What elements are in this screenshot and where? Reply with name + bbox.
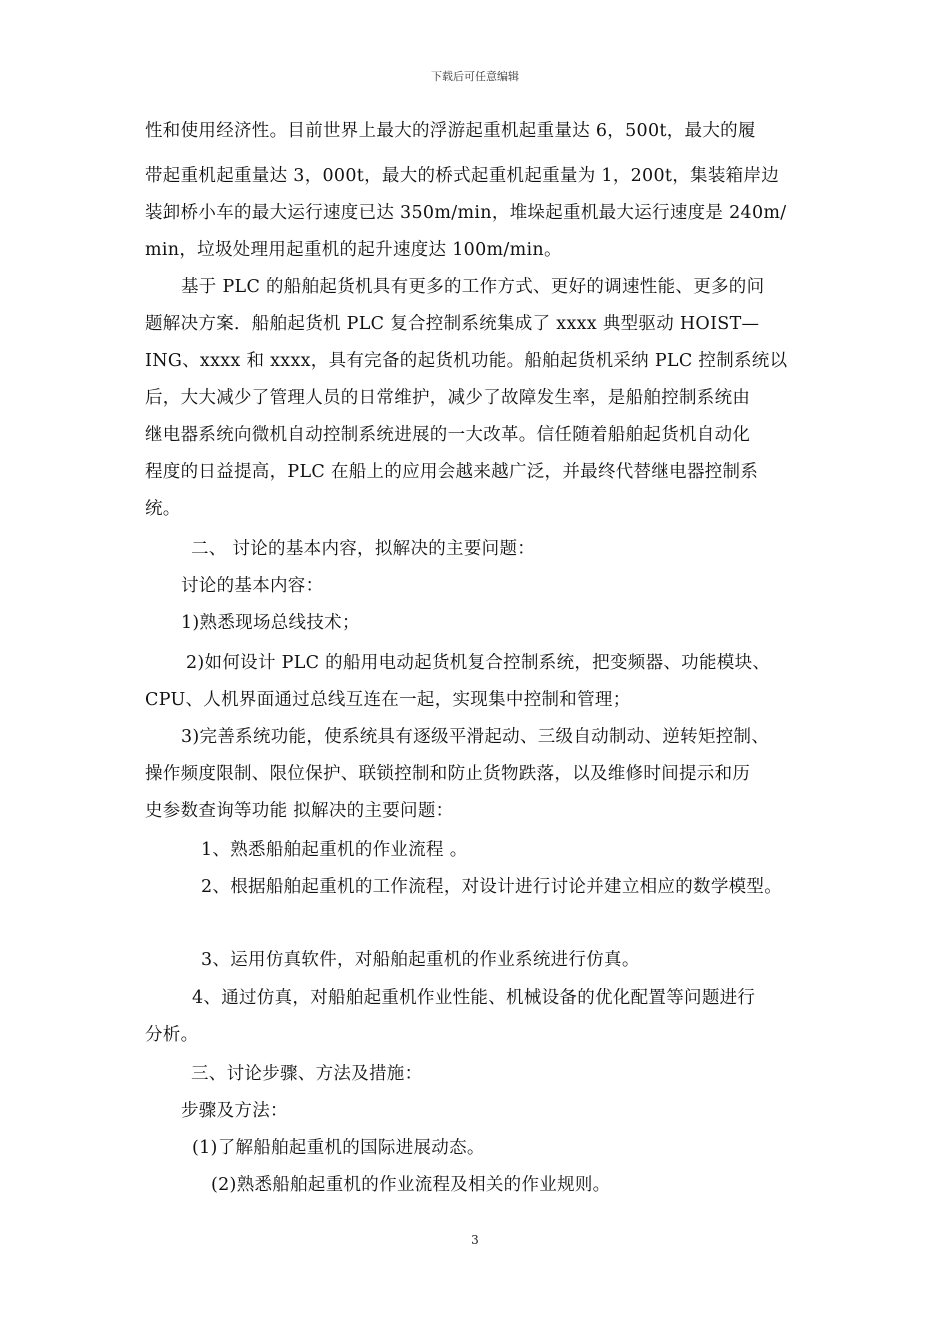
problem-item-1: 1、熟悉船舶起重机的作业流程 。 — [201, 840, 468, 860]
list-item-1: 1)熟悉现场总线技术； — [181, 613, 360, 633]
paragraph-2-line-4: 后，大大减少了管理人员的日常维护，减少了故障发生率，是船舶控制系统由 — [145, 388, 751, 408]
paragraph-2-line-1: 基于 PLC 的船舶起货机具有更多的工作方式、更好的调速性能、更多的问 — [181, 277, 765, 297]
list-item-2-line-1: 2)如何设计 PLC 的船用电动起货机复合控制系统，把变频器、功能模块、 — [186, 653, 771, 673]
step-item-1: (1)了解船舶起重机的国际进展动态。 — [192, 1138, 485, 1158]
subheading-basic-content: 讨论的基本内容： — [181, 576, 324, 596]
paragraph-2-line-7: 统。 — [145, 499, 181, 519]
paragraph-2-line-2: 题解决方案．船舶起货机 PLC 复合控制系统集成了 xxxx 典型驱动 HOIST— — [145, 314, 760, 334]
page-header-note: 下载后可任意编辑 — [431, 70, 519, 83]
section-heading-2: 二、 讨论的基本内容，拟解决的主要问题： — [191, 539, 536, 559]
paragraph-2-line-3: ING、xxxx 和 xxxx，具有完备的起货机功能。船舶起货机采纳 PLC 控制系统以 — [145, 351, 788, 371]
subheading-steps-methods: 步骤及方法： — [181, 1101, 288, 1121]
problem-item-4-line-2: 分析。 — [145, 1025, 199, 1045]
list-item-3-line-2: 操作频度限制、限位保护、联锁控制和防止货物跌落，以及维修时间提示和历 — [145, 764, 751, 784]
body-line-2: 带起重机起重量达 3，000t，最大的桥式起重机起重量为 1，200t，集装箱岸边 — [145, 166, 780, 186]
problem-item-3: 3、运用仿真软件，对船舶起重机的作业系统进行仿真。 — [201, 950, 640, 970]
body-line-3: 装卸桥小车的最大运行速度已达 350m/min，堆垛起重机最大运行速度是 240m/ — [145, 203, 787, 223]
problem-item-4-line-1: 4、通过仿真，对船舶起重机作业性能、机械设备的优化配置等问题进行 — [192, 988, 756, 1008]
step-item-2: (2)熟悉船舶起重机的作业流程及相关的作业规则。 — [211, 1175, 611, 1195]
list-item-3-line-1: 3)完善系统功能，使系统具有逐级平滑起动、三级自动制动、逆转矩控制、 — [181, 727, 770, 747]
paragraph-2-line-6: 程度的日益提高，PLC 在船上的应用会越来越广泛，并最终代替继电器控制系 — [145, 462, 759, 482]
problem-item-2: 2、根据船舶起重机的工作流程，对设计进行讨论并建立相应的数学模型。 — [201, 877, 783, 897]
body-line-1: 性和使用经济性。目前世界上最大的浮游起重机起重量达 6，500t，最大的履 — [145, 121, 756, 141]
page-number: 3 — [471, 1233, 479, 1247]
body-line-4: min，垃圾处理用起重机的起升速度达 100m/min。 — [145, 240, 562, 260]
list-item-3-line-3: 史参数查询等功能 拟解决的主要问题： — [145, 801, 454, 821]
list-item-2-line-2: CPU、人机界面通过总线互连在一起，实现集中控制和管理； — [145, 690, 631, 710]
paragraph-2-line-5: 继电器系统向微机自动控制系统进展的一大改革。信任随着船舶起货机自动化 — [145, 425, 751, 445]
section-heading-3: 三、讨论步骤、方法及措施： — [191, 1064, 423, 1084]
